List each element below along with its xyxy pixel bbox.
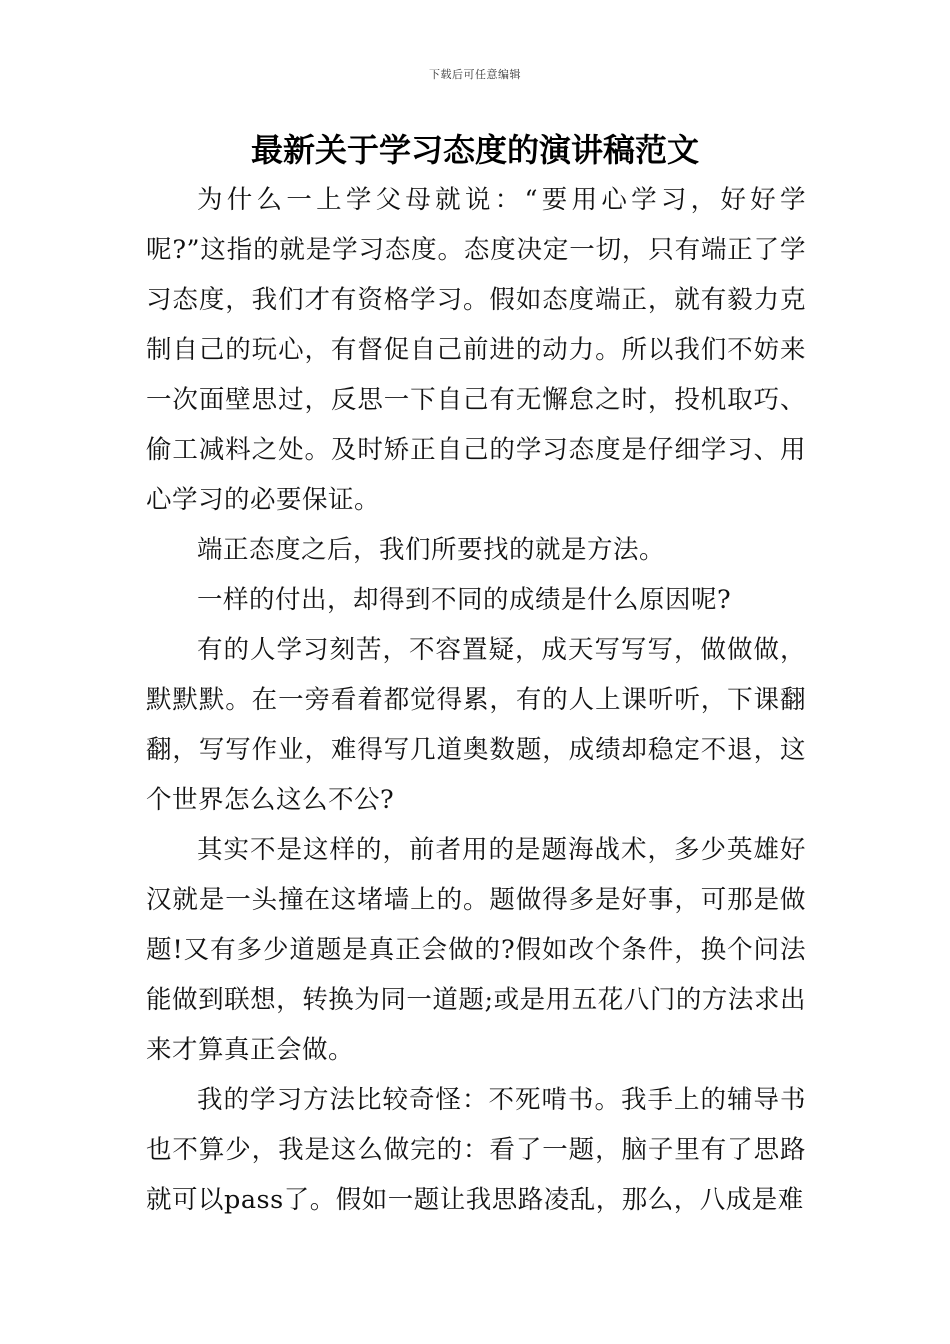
paragraph: 一样的付出，却得到不同的成绩是什么原因呢? xyxy=(197,585,732,615)
paragraph: 有的人学习刻苦，不容置疑，成天写写写，做做做，默默默。在一旁看着都觉得累，有的人上课听听，下课翻翻，写写作业，难得写几道奥数题，成绩却稳定不退，这个世界怎么这么不公? xyxy=(146,635,806,815)
paragraph: 我的学习方法比较奇怪：不死啃书。我手上的辅导书也不算少，我是这么做完的：看了一题，脑子里有了思路就可以pass了。假如一题让我思路凌乱，那么，八成是难 xyxy=(146,1085,806,1215)
header-note: 下载后可任意编辑 xyxy=(429,68,521,81)
page-title: 最新关于学习态度的演讲稿范文 xyxy=(250,131,699,169)
paragraph: 其实不是这样的，前者用的是题海战术，多少英雄好汉就是一头撞在这堵墙上的。题做得多是好事，可那是做题!又有多少道题是真正会做的?假如改个条件，换个问法能做到联想，转换为同一道题;或是用五花八门的方法求出来才算真正会做。 xyxy=(146,835,806,1065)
paragraph: 端正态度之后，我们所要找的就是方法。 xyxy=(197,535,666,565)
paragraph: 为什么一上学父母就说：“要用心学习，好好学呢?”这指的就是学习态度。态度决定一切，只有端正了学习态度，我们才有资格学习。假如态度端正，就有毅力克制自己的玩心，有督促自己前进的动力。所以我们不妨来一次面壁思过，反思一下自己有无懈怠之时，投机取巧、偷工减料之处。及时矫正自己的学习态度是仔细学习、用心学习的必要保证。 xyxy=(146,185,806,515)
document-body xyxy=(146,175,806,1225)
